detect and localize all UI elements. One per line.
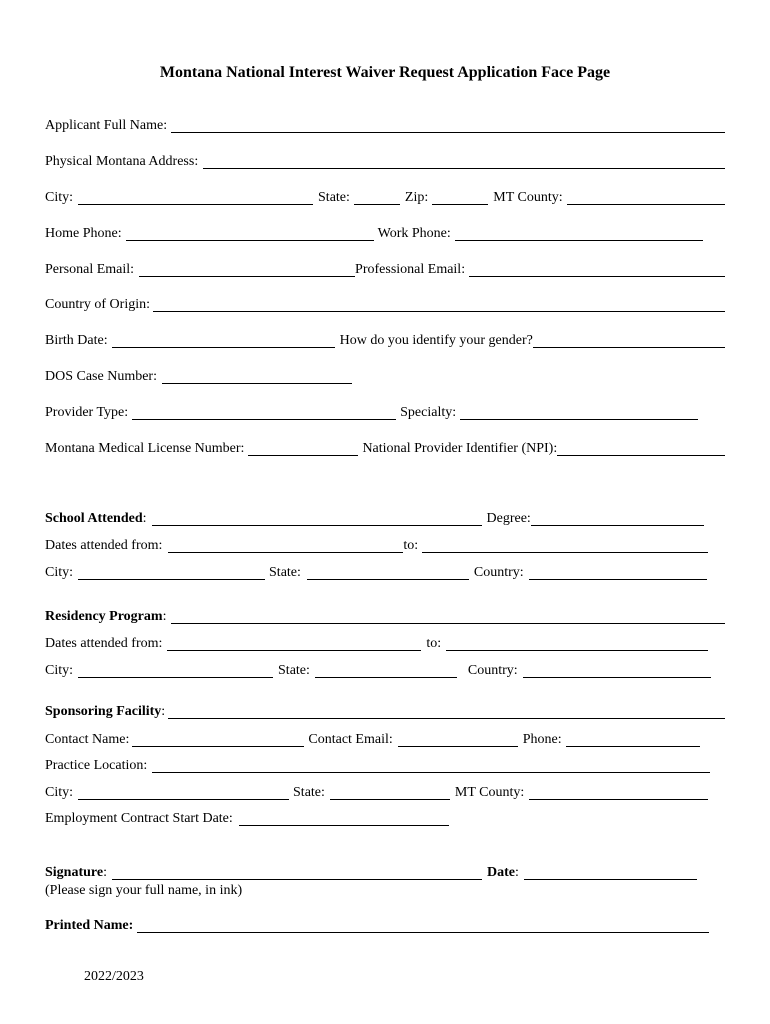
license-row [45,441,725,457]
contact-email-label: Contact Email: [308,732,393,747]
signature-date-field[interactable] [524,867,697,880]
state-label: State: [318,190,350,205]
residency-city-field[interactable] [78,665,273,678]
sponsor-field[interactable] [168,706,725,719]
personal-email-label: Personal Email: [45,262,135,277]
signature-date-heading: Date [486,865,515,880]
gender-label: How do you identify your gender? [339,333,533,348]
dos-case-row [45,369,725,385]
sponsor-state-field[interactable] [330,787,450,800]
sponsor-row [45,704,725,720]
country-origin-label: Country of Origin: [45,297,150,312]
signature-colon: : [103,865,107,880]
email-row [45,262,725,278]
residency-heading: Residency Program [45,609,163,624]
contract-row [45,811,725,827]
city-label: City: [45,190,74,205]
residency-to-field[interactable] [446,638,708,651]
license-label: Montana Medical License Number: [45,441,245,456]
mt-county-label: MT County: [493,190,563,205]
residency-field[interactable] [171,611,725,624]
printed-name-row [45,918,725,934]
contract-start-field[interactable] [239,813,449,826]
signature-heading: Signature [45,865,104,880]
sponsor-location-row [45,785,725,801]
sponsor-county-field[interactable] [529,787,708,800]
school-city-label: City: [45,565,74,580]
city-field[interactable] [78,192,313,205]
city-state-row [45,190,725,206]
professional-email-label: Professional Email: [355,262,466,277]
residency-from-field[interactable] [167,638,421,651]
specialty-field[interactable] [460,407,698,420]
footer-year: 2022/2023 [84,969,144,984]
signature-row [45,865,725,881]
license-field[interactable] [248,443,358,456]
residency-state-field[interactable] [315,665,457,678]
mt-county-field[interactable] [567,192,725,205]
residency-country-label: Country: [467,663,518,678]
gender-field[interactable] [533,335,725,348]
provider-type-field[interactable] [132,407,396,420]
dos-case-field[interactable] [162,371,352,384]
residency-country-field[interactable] [523,665,711,678]
address-label: Physical Montana Address: [45,154,199,169]
residency-city-label: City: [45,663,74,678]
school-dates-label: Dates attended from: [45,538,163,553]
sponsor-colon: : [161,704,166,719]
specialty-label: Specialty: [400,405,457,420]
school-row [45,511,725,527]
school-heading: School Attended [45,511,143,526]
zip-field[interactable] [432,192,488,205]
school-city-field[interactable] [78,567,265,580]
school-from-field[interactable] [168,540,403,553]
work-phone-field[interactable] [455,228,703,241]
contact-email-field[interactable] [398,734,518,747]
school-state-field[interactable] [307,567,469,580]
work-phone-label: Work Phone: [377,226,451,241]
birth-date-label: Birth Date: [45,333,108,348]
school-to-label: to: [403,538,419,553]
sponsor-city-label: City: [45,785,74,800]
sponsor-heading: Sponsoring Facility [45,704,162,719]
applicant-name-field[interactable] [171,120,725,133]
practice-location-field[interactable] [152,760,710,773]
school-field[interactable] [152,513,482,526]
sponsor-state-label: State: [293,785,325,800]
address-field[interactable] [203,156,725,169]
npi-field[interactable] [557,443,725,456]
signature-field[interactable] [112,867,482,880]
page-title: Montana National Interest Waiver Request Application Face Page [159,64,611,81]
country-origin-row [45,297,725,313]
residency-state-label: State: [278,663,310,678]
applicant-name-row [45,118,725,134]
contact-name-field[interactable] [132,734,304,747]
applicant-name-label: Applicant Full Name: [45,118,168,133]
residency-row [45,609,725,625]
school-dates-row [45,538,725,554]
school-country-field[interactable] [529,567,707,580]
sponsor-phone-label: Phone: [522,732,562,747]
personal-email-field[interactable] [139,264,355,277]
sponsor-phone-field[interactable] [566,734,700,747]
school-state-label: State: [269,565,301,580]
school-location-row [45,565,725,581]
dos-case-label: DOS Case Number: [45,369,157,384]
home-phone-field[interactable] [126,228,374,241]
degree-label: Degree: [486,511,531,526]
signature-note: (Please sign your full name, in ink) [45,883,243,898]
contact-name-label: Contact Name: [45,732,130,747]
residency-dates-label: Dates attended from: [45,636,163,651]
residency-location-row [45,663,725,679]
school-colon: : [142,511,147,526]
npi-label: National Provider Identifier (NPI): [362,441,558,456]
birth-gender-row [45,333,725,349]
degree-field[interactable] [531,513,704,526]
provider-row [45,405,725,421]
school-country-label: Country: [473,565,524,580]
contract-start-label: Employment Contract Start Date: [45,811,233,826]
birth-date-field[interactable] [112,335,335,348]
signature-date-colon: : [514,865,519,880]
zip-label: Zip: [404,190,429,205]
contact-row [45,732,725,748]
printed-name-field[interactable] [137,920,709,933]
residency-to-label: to: [426,636,442,651]
residency-colon: : [162,609,167,624]
professional-email-field[interactable] [469,264,725,277]
residency-dates-row [45,636,725,652]
practice-location-label: Practice Location: [45,758,148,773]
practice-row [45,758,725,774]
provider-type-label: Provider Type: [45,405,129,420]
state-field[interactable] [354,192,400,205]
country-origin-field[interactable] [153,299,725,312]
home-phone-label: Home Phone: [45,226,122,241]
school-to-field[interactable] [422,540,708,553]
sponsor-county-label: MT County: [454,785,525,800]
printed-name-label: Printed Name: [45,918,134,933]
address-row [45,154,725,170]
phone-row [45,226,725,242]
sponsor-city-field[interactable] [78,787,289,800]
